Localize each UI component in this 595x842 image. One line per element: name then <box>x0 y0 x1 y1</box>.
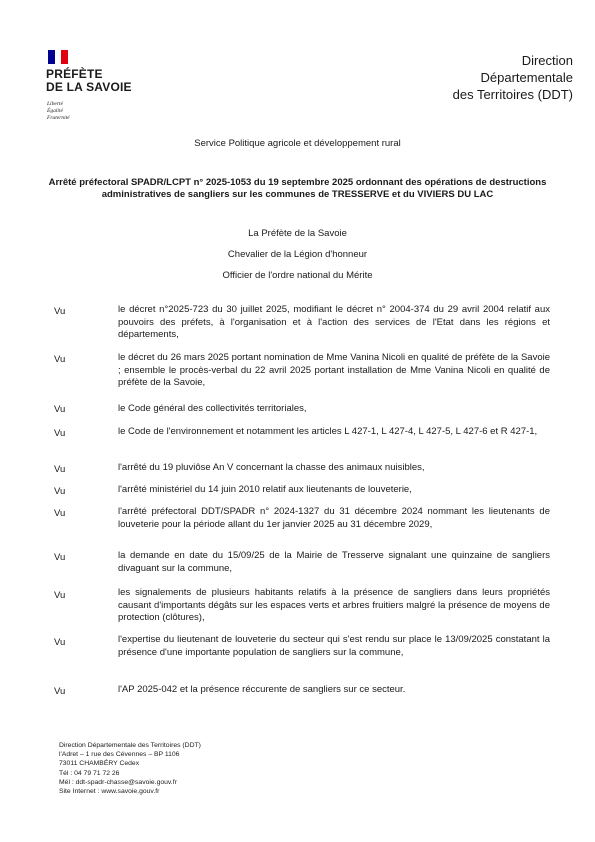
vu-label: Vu <box>54 637 66 648</box>
motto-fraternite: Fraternité <box>47 115 70 121</box>
flag-white <box>55 50 62 64</box>
motto-liberte: Liberté <box>47 101 63 107</box>
footer-email[interactable]: Mél : ddt-spadr-chasse@savoie.gouv.fr <box>59 778 177 786</box>
vu-label: Vu <box>54 354 66 365</box>
prefecture-logo-text <box>46 68 132 94</box>
vu-label: Vu <box>54 428 66 439</box>
motto-egalite: Égalité <box>47 108 63 114</box>
vu-label: Vu <box>54 686 66 697</box>
footer-city: 73011 CHAMBÉRY Cedex <box>59 760 140 768</box>
footer-address: l'Adret – 1 rue des Cévennes – BP 1106 <box>59 751 180 759</box>
flag-red <box>61 50 68 64</box>
logo-line-1: PRÉFÈTE <box>46 67 103 81</box>
issuing-direction <box>373 52 573 103</box>
consideration-text: la demande en date du 15/09/25 de la Mairie de Tresserve signalant une quinzaine de sangliers divaguant sur la commune, <box>118 550 550 574</box>
republic-motto <box>47 101 70 122</box>
direction-line-3: des Territoires (DDT) <box>452 87 573 102</box>
consideration-text: l'arrêté préfectoral DDT/SPADR n° 2024-1327 du 31 décembre 2024 nommant les lieutenants de louveterie pour la période allant du 1er janvier 2025 au 31 décembre 2029, <box>118 506 550 530</box>
vu-label: Vu <box>54 508 66 519</box>
footer-org: Direction Départementale des Territoires (DDT) <box>59 742 201 749</box>
direction-line-1: Direction <box>521 53 573 68</box>
service-name: Service Politique agricole et développement rural <box>194 138 401 149</box>
authority-line-2: Chevalier de la Légion d'honneur <box>227 249 368 260</box>
direction-line-2: Départementale <box>480 70 573 85</box>
vu-label: Vu <box>54 486 66 497</box>
consideration-text: le Code général des collectivités territoriales, <box>118 403 307 414</box>
logo-line-2: DE LA SAVOIE <box>46 80 132 94</box>
vu-label: Vu <box>54 590 66 601</box>
consideration-text: l'AP 2025-042 et la présence réccurente de sangliers sur ce secteur. <box>118 684 406 695</box>
consideration-text: l'arrêté du 19 pluviôse An V concernant la chasse des animaux nuisibles, <box>118 462 425 473</box>
vu-label: Vu <box>54 306 66 317</box>
arrete-title: Arrêté préfectoral SPADR/LCPT n° 2025-1053 du 19 septembre 2025 ordonnant des opérations de destructions administratives de sangliers sur les communes de TRESSERVE et du VIVIERS DU LAC <box>48 177 547 200</box>
flag-blue <box>48 50 55 64</box>
consideration-text: les signalements de plusieurs habitants relatifs à la présence de sangliers dans leurs propriétés causant d'importants dégâts sur les espaces verts et arbres fruitiers malgré la présence de moyens de protection (clôtures), <box>118 587 550 623</box>
contact-footer <box>59 741 201 796</box>
authority-line-3: Officier de l'ordre national du Mérite <box>222 270 373 281</box>
consideration-text: le Code de l'environnement et notamment les articles L 427-1, L 427-4, L 427-5, L 427-6 et R 427-1, <box>118 426 538 437</box>
consideration-text: l'expertise du lieutenant de louveterie du secteur qui s'est rendu sur place le 13/09/2025 constatant la présence d'une importante population de sangliers sur la commune, <box>118 634 550 658</box>
consideration-text: l'arrêté ministériel du 14 juin 2010 relatif aux lieutenants de louveterie, <box>118 484 412 495</box>
vu-label: Vu <box>54 552 66 563</box>
vu-label: Vu <box>54 404 66 415</box>
vu-label: Vu <box>54 464 66 475</box>
authority-line-1: La Préfète de la Savoie <box>248 228 347 239</box>
footer-website[interactable]: Site Internet : www.savoie.gouv.fr <box>59 788 160 796</box>
footer-phone: Tél : 04 79 71 72 26 <box>59 769 120 777</box>
consideration-text: le décret n°2025-723 du 30 juillet 2025, modifiant le décret n° 2004-374 du 29 avril 2004 relatif aux pouvoirs des préfets, à l'organisation et à l'action des services de l'Etat dans les régions et départements, <box>118 304 550 340</box>
consideration-text: le décret du 26 mars 2025 portant nomination de Mme Vanina Nicoli en qualité de préfète de la Savoie ; ensemble le procès-verbal du 22 avril 2025 portant installation de Mme Vanina Nicoli en qualité de préfète de la Savoie, <box>118 352 550 388</box>
republic-flag-logo <box>48 50 68 64</box>
